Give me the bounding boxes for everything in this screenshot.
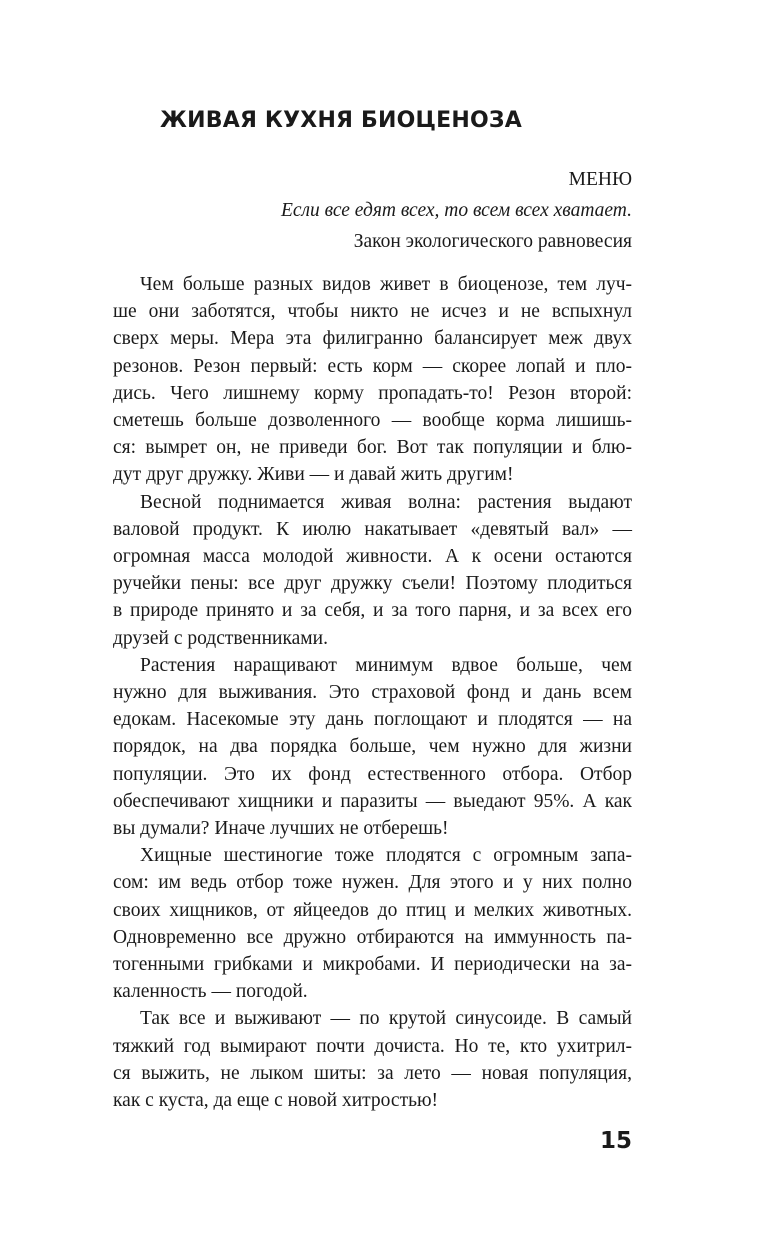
epigraph-heading: МЕНЮ [568,169,632,190]
text-line: ше они заботятся, чтобы никто не исчез и не вспыхнул [113,301,632,323]
text-line: резонов. Резон первый: есть корм — скорее лопай и пло- [113,355,632,377]
book-page [113,0,632,1240]
text-line: в природе принято и за себя, и за того парня, и за всех его [113,600,632,622]
paragraph [113,842,632,1005]
paragraph [113,652,632,842]
body-text [113,271,632,1114]
text-line: Весной поднимается живая волна: растения выдают [140,491,632,513]
epigraph-quote: Если все едят всех, то всем всех хватает. [280,200,632,221]
text-line: дись. Чего лишнему корму пропадать-то! Резон второй: [113,382,632,404]
text-line: как с куста, да еще с новой хитростью! [113,1090,439,1112]
text-line: Растения наращивают минимум вдвое больше, чем [140,654,632,676]
paragraph [113,271,632,489]
text-line: сом: им ведь отбор тоже нужен. Для этого и у них полно [113,872,632,894]
epigraph-attribution: Закон экологического равновесия [353,231,632,252]
text-line: тогенными грибками и микробами. И периодически на за- [113,954,632,976]
text-line: нужно для выживания. Это страховой фонд и дань всем [113,682,632,704]
text-line: вы думали? Иначе лучших не отберешь! [113,818,449,840]
chapter-title: ЖИВАЯ КУХНЯ БИОЦЕНОЗА [160,108,522,133]
paragraph [113,489,632,652]
text-line: Чем больше разных видов живет в биоценозе, тем луч- [140,274,632,295]
text-line: едокам. Насекомые эту дань поглощают и плодятся — на [113,709,632,731]
text-line: друзей с родственниками. [113,627,328,649]
text-line: Так все и выживают — по крутой синусоиде. В самый [140,1008,632,1030]
page-number: 15 [599,1128,632,1154]
text-line: сверх меры. Мера эта филигранно балансирует меж двух [113,328,632,350]
text-line: каленность — погодой. [113,981,308,1003]
text-line: тяжкий год вымирают почти дочиста. Но те, кто ухитрил- [113,1035,632,1057]
text-line: своих хищников, от яйцеедов до птиц и мелких животных. [113,899,632,921]
text-line: сметешь больше дозволенного — вообще корма лишишь- [113,410,632,432]
epigraph [281,164,632,257]
paragraph [113,1005,632,1114]
text-line: популяции. Это их фонд естественного отбора. Отбор [113,763,632,785]
text-line: Одновременно все дружно отбираются на иммунность па- [113,926,632,948]
text-line: ся выжить, не лыком шиты: за лето — новая популяция, [113,1062,632,1084]
text-line: порядок, на два порядка больше, чем нужно для жизни [113,736,632,758]
text-line: валовой продукт. К июлю накатывает «девятый вал» — [113,518,632,540]
text-line: Хищные шестиногие тоже плодятся с огромным запа- [140,845,632,867]
text-line: обеспечивают хищники и паразиты — выедают 95%. А как [113,790,632,812]
text-line: ручейки пены: все друг дружку съели! Поэтому плодиться [113,573,632,595]
text-line: огромная масса молодой живности. А к осени остаются [113,546,632,568]
text-line: дут друг дружку. Живи — и давай жить другим! [113,464,514,486]
text-line: ся: вымрет он, не приведи бог. Вот так популяции и блю- [113,437,632,459]
